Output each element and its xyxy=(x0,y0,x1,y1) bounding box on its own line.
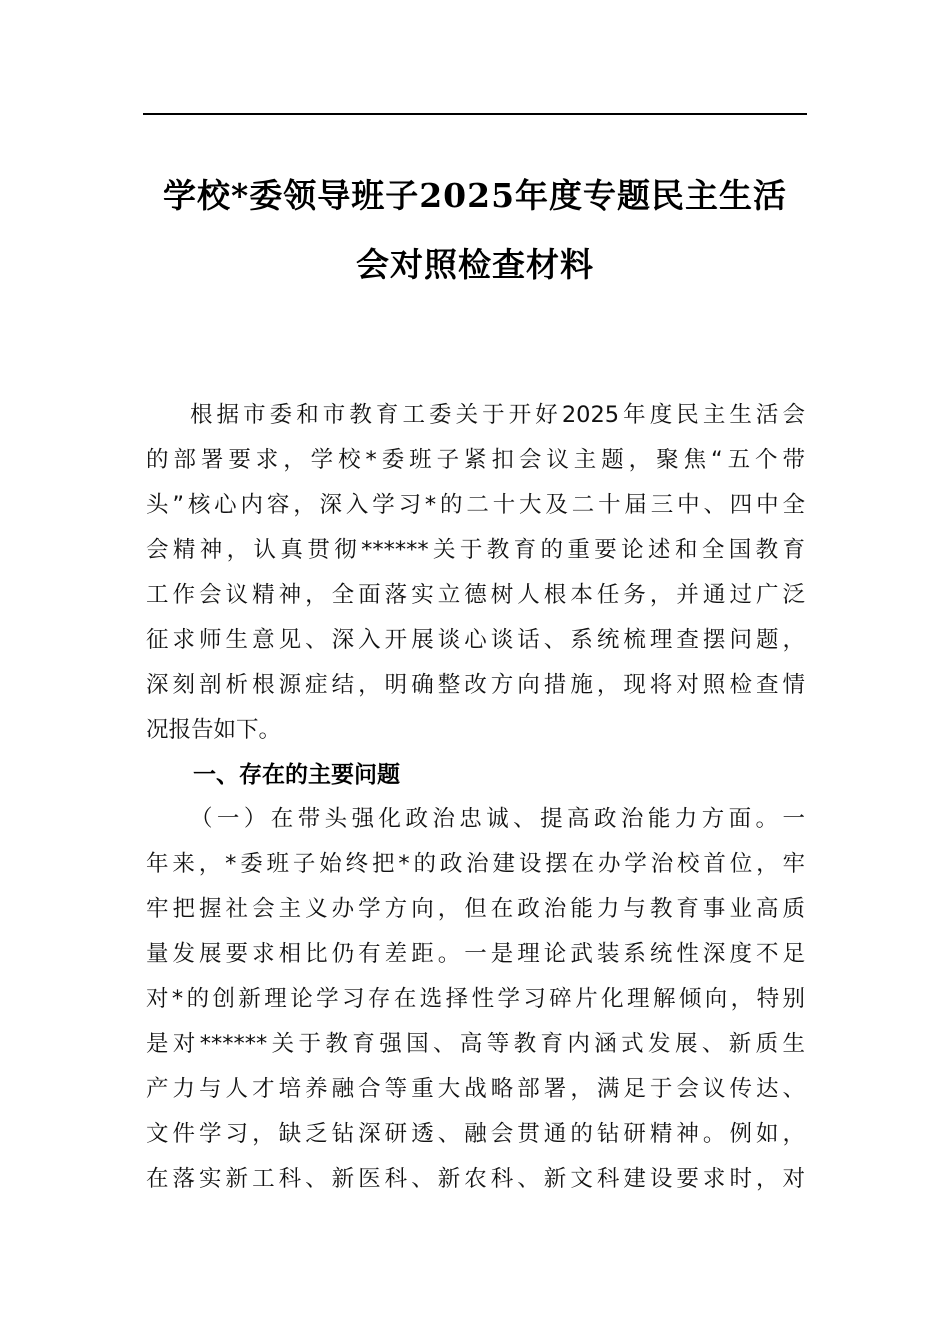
subsection-paragraph-line: 是对******关于教育强国、高等教育内涵式发展、新质生 xyxy=(146,1031,805,1057)
intro-paragraph-line: 况报告如下。 xyxy=(146,717,282,743)
subsection-paragraph-line: 牢把握社会主义办学方向，但在政治能力与教育事业高质 xyxy=(146,896,805,922)
subsection-paragraph-line: 文件学习，缺乏钻深研透、融会贯通的钻研精神。例如， xyxy=(146,1121,805,1147)
subsection-paragraph-line: （一）在带头强化政治忠诚、提高政治能力方面。一 xyxy=(190,806,805,832)
subsection-paragraph-line: 对*的创新理论学习存在选择性学习碎片化理解倾向，特别 xyxy=(146,986,805,1012)
subsection-paragraph-line: 产力与人才培养融合等重大战略部署，满足于会议传达、 xyxy=(146,1076,805,1102)
subsection-paragraph-line: 在落实新工科、新医科、新农科、新文科建设要求时，对 xyxy=(146,1166,805,1192)
section-heading: 一、存在的主要问题 xyxy=(193,762,400,788)
intro-paragraph-line: 头”核心内容，深入学习*的二十大及二十届三中、四中全 xyxy=(146,492,805,518)
intro-paragraph-line: 深刻剖析根源症结，明确整改方向措施，现将对照检查情 xyxy=(146,672,805,698)
intro-paragraph-line: 征求师生意见、深入开展谈心谈话、系统梳理查摆问题， xyxy=(146,627,805,653)
document-title-line-2: 会对照检查材料 xyxy=(356,245,594,284)
document-title-line-1: 学校*委领导班子2025年度专题民主生活 xyxy=(162,176,788,215)
intro-paragraph-line: 会精神，认真贯彻******关于教育的重要论述和全国教育 xyxy=(146,537,805,563)
intro-paragraph-line: 工作会议精神，全面落实立德树人根本任务，并通过广泛 xyxy=(146,582,805,608)
subsection-paragraph-line: 年来，*委班子始终把*的政治建设摆在办学治校首位，牢 xyxy=(146,851,805,877)
header-rule-divider xyxy=(143,113,807,115)
intro-paragraph-line: 的部署要求，学校*委班子紧扣会议主题，聚焦“五个带 xyxy=(146,447,805,473)
intro-paragraph-line: 根据市委和市教育工委关于开好2025年度民主生活会 xyxy=(190,402,805,428)
subsection-paragraph-line: 量发展要求相比仍有差距。一是理论武装系统性深度不足 xyxy=(146,941,805,967)
